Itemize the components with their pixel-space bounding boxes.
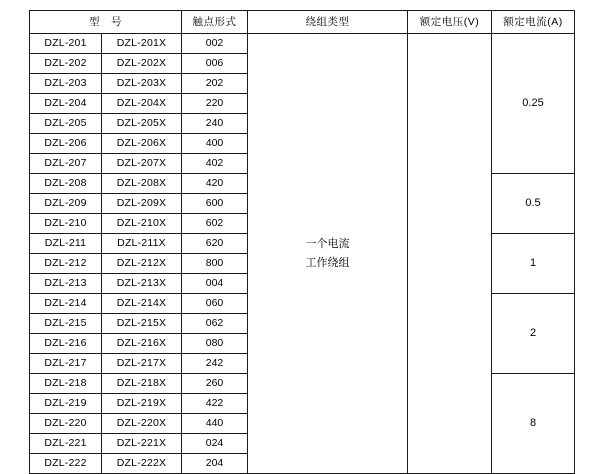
- cell-model-variant: DZL-204X: [102, 94, 182, 114]
- cell-model-variant: DZL-220X: [102, 414, 182, 434]
- specification-table: [29, 10, 575, 474]
- cell-model-primary: DZL-210: [30, 214, 102, 234]
- cell-model-variant: DZL-208X: [102, 174, 182, 194]
- cell-model-primary: DZL-203: [30, 74, 102, 94]
- cell-model-variant: DZL-203X: [102, 74, 182, 94]
- cell-rated-current: 8: [492, 374, 575, 474]
- winding-type-line: 一个电流: [305, 237, 350, 250]
- cell-model-primary: DZL-221: [30, 434, 102, 454]
- cell-contact-form: 002: [182, 34, 248, 54]
- cell-contact-form: 004: [182, 274, 248, 294]
- cell-model-primary: DZL-202: [30, 54, 102, 74]
- cell-contact-form: 422: [182, 394, 248, 414]
- cell-model-primary: DZL-204: [30, 94, 102, 114]
- cell-contact-form: 402: [182, 154, 248, 174]
- cell-contact-form: 400: [182, 134, 248, 154]
- cell-model-primary: DZL-220: [30, 414, 102, 434]
- column-header-model: 型 号: [30, 11, 182, 34]
- cell-model-variant: DZL-216X: [102, 334, 182, 354]
- cell-model-primary: DZL-216: [30, 334, 102, 354]
- cell-rated-voltage: [408, 34, 492, 474]
- table-header: [30, 11, 575, 34]
- table-row: [30, 34, 575, 54]
- cell-model-variant: DZL-221X: [102, 434, 182, 454]
- cell-model-variant: DZL-217X: [102, 354, 182, 374]
- cell-contact-form: 260: [182, 374, 248, 394]
- cell-rated-current: 2: [492, 294, 575, 374]
- cell-model-primary: DZL-218: [30, 374, 102, 394]
- cell-model-variant: DZL-210X: [102, 214, 182, 234]
- cell-model-primary: DZL-201: [30, 34, 102, 54]
- column-header-rated-voltage: 额定电压(V): [408, 11, 492, 34]
- table-body: [30, 34, 575, 474]
- cell-contact-form: 620: [182, 234, 248, 254]
- cell-model-variant: DZL-207X: [102, 154, 182, 174]
- cell-contact-form: 600: [182, 194, 248, 214]
- column-header-rated-current: 额定电流(A): [492, 11, 575, 34]
- cell-contact-form: 024: [182, 434, 248, 454]
- cell-rated-current: 0.25: [492, 34, 575, 174]
- cell-model-variant: DZL-213X: [102, 274, 182, 294]
- winding-type-line: 工作绕组: [305, 256, 350, 269]
- cell-model-variant: DZL-211X: [102, 234, 182, 254]
- cell-model-primary: DZL-214: [30, 294, 102, 314]
- table-header-row: [30, 11, 575, 34]
- cell-model-primary: DZL-209: [30, 194, 102, 214]
- cell-model-primary: DZL-206: [30, 134, 102, 154]
- cell-model-primary: DZL-211: [30, 234, 102, 254]
- cell-model-variant: DZL-214X: [102, 294, 182, 314]
- cell-model-primary: DZL-217: [30, 354, 102, 374]
- cell-winding-type: [248, 34, 408, 474]
- cell-contact-form: 602: [182, 214, 248, 234]
- cell-contact-form: 220: [182, 94, 248, 114]
- cell-model-variant: DZL-212X: [102, 254, 182, 274]
- cell-model-variant: DZL-218X: [102, 374, 182, 394]
- cell-model-primary: DZL-215: [30, 314, 102, 334]
- cell-model-primary: DZL-219: [30, 394, 102, 414]
- cell-contact-form: 006: [182, 54, 248, 74]
- cell-contact-form: 202: [182, 74, 248, 94]
- cell-model-variant: DZL-215X: [102, 314, 182, 334]
- cell-model-variant: DZL-202X: [102, 54, 182, 74]
- cell-model-primary: DZL-207: [30, 154, 102, 174]
- cell-contact-form: 060: [182, 294, 248, 314]
- cell-model-variant: DZL-219X: [102, 394, 182, 414]
- cell-contact-form: 242: [182, 354, 248, 374]
- cell-model-primary: DZL-212: [30, 254, 102, 274]
- cell-model-variant: DZL-222X: [102, 454, 182, 474]
- cell-contact-form: 240: [182, 114, 248, 134]
- cell-model-primary: DZL-205: [30, 114, 102, 134]
- cell-contact-form: 440: [182, 414, 248, 434]
- column-header-winding-type: 绕组类型: [248, 11, 408, 34]
- cell-model-variant: DZL-201X: [102, 34, 182, 54]
- cell-model-variant: DZL-205X: [102, 114, 182, 134]
- cell-model-variant: DZL-206X: [102, 134, 182, 154]
- cell-contact-form: 800: [182, 254, 248, 274]
- cell-model-primary: DZL-213: [30, 274, 102, 294]
- cell-rated-current: 1: [492, 234, 575, 294]
- cell-contact-form: 080: [182, 334, 248, 354]
- cell-contact-form: 420: [182, 174, 248, 194]
- cell-model-primary: DZL-208: [30, 174, 102, 194]
- column-header-contact-form: 触点形式: [182, 11, 248, 34]
- cell-model-primary: DZL-222: [30, 454, 102, 474]
- cell-model-variant: DZL-209X: [102, 194, 182, 214]
- cell-rated-current: 0.5: [492, 174, 575, 234]
- cell-contact-form: 204: [182, 454, 248, 474]
- cell-contact-form: 062: [182, 314, 248, 334]
